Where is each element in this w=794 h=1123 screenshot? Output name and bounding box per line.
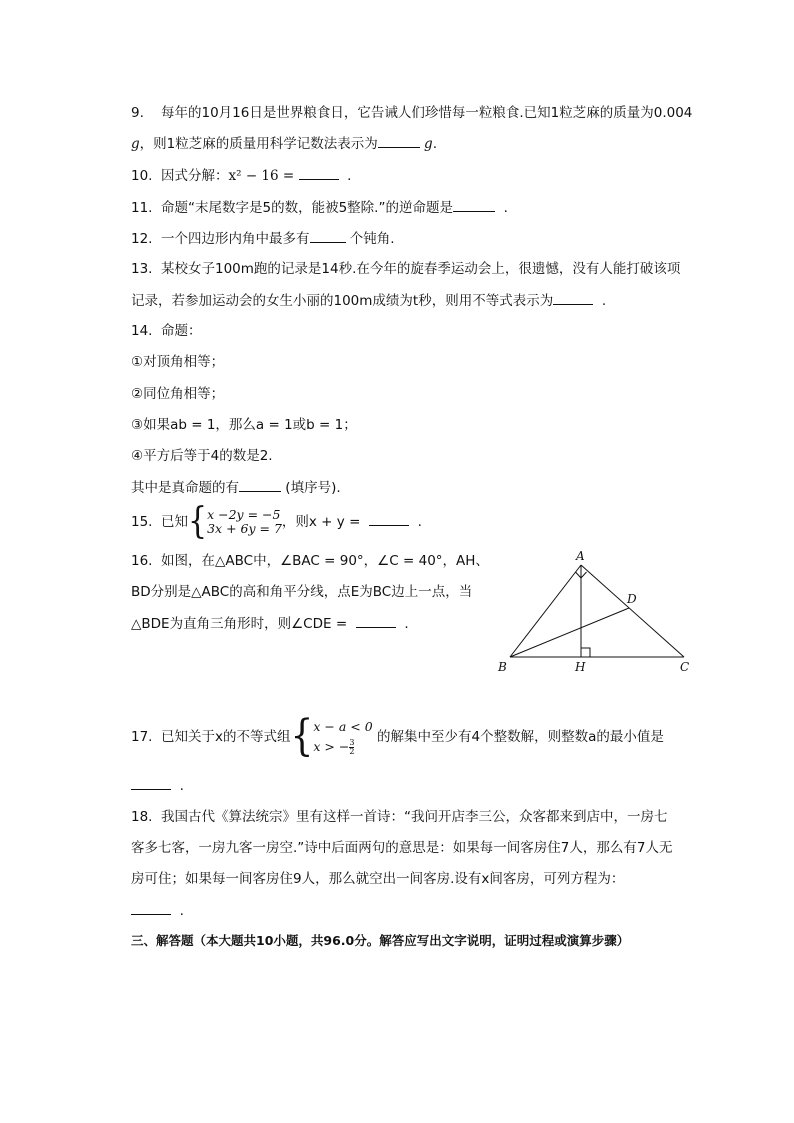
q17-fraction bbox=[349, 739, 354, 756]
q15-number: 15. bbox=[131, 514, 153, 530]
q13-number: 13. bbox=[131, 261, 153, 277]
q9-line2 bbox=[131, 134, 437, 153]
q18-line1 bbox=[131, 808, 668, 826]
bisector-bd bbox=[510, 608, 629, 657]
label-b: B bbox=[498, 660, 507, 674]
q15-mid: ，则x + y = bbox=[281, 514, 361, 530]
q16-text3: △BDE为直角三角形时，则∠CDE = bbox=[131, 616, 348, 632]
q15-answer-blank[interactable] bbox=[369, 512, 409, 526]
q17-ineq1: x − a < 0 bbox=[313, 719, 373, 734]
section-3-heading: 三、解答题（本大题共10小题，共96.0分。解答应写出文字说明，证明过程或演算步骤） bbox=[131, 933, 630, 948]
q14-item-3: ③如果ab = 1，那么a = 1或b = 1； bbox=[131, 417, 357, 433]
q12-line bbox=[131, 229, 395, 248]
q15-end: . bbox=[417, 514, 422, 530]
q14-line bbox=[131, 322, 202, 340]
q17-brace: { bbox=[290, 711, 314, 761]
q18-line4 bbox=[131, 901, 184, 920]
q12-number: 12. bbox=[131, 231, 153, 247]
q13-line1 bbox=[131, 260, 680, 278]
q9-number: 9. bbox=[131, 105, 144, 121]
q13-line2 bbox=[131, 291, 606, 310]
q18-line2: 客多七客，一房九客一房空.”诗中后面两句的意思是：如果每一间客房住7人，那么有7人无 bbox=[131, 840, 673, 856]
side-ac bbox=[581, 565, 684, 657]
q17-system bbox=[313, 717, 372, 757]
q15-line bbox=[131, 500, 422, 543]
q18-number: 18. bbox=[131, 809, 153, 825]
q17-ineq2: x > − bbox=[313, 739, 350, 754]
q16-line1 bbox=[131, 552, 489, 570]
q13-text1: 某校女子100m跑的记录是14秒.在今年的旋春季运动会上，很遗憾，没有人能打破该项 bbox=[161, 261, 681, 277]
q16-text1: 如图，在△ABC中，∠BAC = 90°，∠C = 40°，AH、 bbox=[161, 553, 489, 569]
q17-number: 17. bbox=[131, 729, 153, 745]
q10-end: . bbox=[347, 168, 352, 184]
q10-expression: x² − 16 = bbox=[228, 168, 295, 184]
q17-frac-num: 3 bbox=[349, 738, 355, 747]
q11-answer-blank[interactable] bbox=[453, 198, 495, 212]
q16-line2: BD分别是△ABC的高和角平分线，点E为BC边上一点，当 bbox=[131, 584, 473, 600]
q14-item-2: ②同位角相等； bbox=[131, 386, 225, 402]
q14-number: 14. bbox=[131, 323, 153, 339]
q9-unit-g: g bbox=[131, 136, 140, 152]
side-ab bbox=[510, 565, 581, 657]
label-h: H bbox=[575, 660, 586, 674]
q18-text1: 我国古代《算法统宗》里有这样一首诗：“我问开店李三公，众客都来到店中，一房七 bbox=[161, 809, 668, 825]
q14-item-1: ①对顶角相等； bbox=[131, 354, 225, 370]
q15-system bbox=[207, 508, 282, 536]
q15-eq2: 3x + 6y = 7 bbox=[207, 521, 282, 536]
q14-tail bbox=[131, 478, 341, 497]
q17-line2 bbox=[131, 776, 184, 795]
q14-title: 命题： bbox=[161, 323, 202, 339]
q11-line bbox=[131, 198, 508, 217]
q15-brace: { bbox=[188, 500, 208, 543]
q14-tail-text: 其中是真命题的有 bbox=[131, 480, 239, 496]
q14-tail-end: (填序号). bbox=[285, 480, 341, 496]
q9-text1: 每年的10月16日是世界粮食日，它告诫人们珍惜每一粒粮食.已知1粒芝麻的质量为0.004 bbox=[161, 105, 693, 121]
q13-text2: 记录，若参加运动会的女生小丽的100m成绩为t秒，则用不等式表示为 bbox=[131, 293, 554, 309]
q9-end: . bbox=[432, 136, 437, 152]
q14-item-4: ④平方后等于4的数是2. bbox=[131, 448, 273, 464]
q17-end: . bbox=[179, 778, 184, 794]
q12-text: 一个四边形内角中最多有 bbox=[161, 231, 310, 247]
q17-answer-blank[interactable] bbox=[131, 776, 171, 790]
q16-number: 16. bbox=[131, 553, 153, 569]
q17-text2: 的解集中至少有4个整数解，则整数a的最小值是 bbox=[377, 729, 664, 745]
q18-answer-blank[interactable] bbox=[131, 901, 171, 915]
label-d: D bbox=[627, 592, 637, 606]
q12-end: 个钝角. bbox=[349, 231, 395, 247]
label-a: A bbox=[576, 549, 585, 563]
q18-line3: 房可住；如果每一间客房住9人，那么就空出一间客房.设有x间客房，可列方程为： bbox=[131, 871, 625, 887]
q11-text: 命题“末尾数字是5的数，能被5整除.”的逆命题是 bbox=[161, 200, 453, 216]
q13-answer-blank[interactable] bbox=[553, 291, 593, 305]
q9-answer-blank[interactable] bbox=[378, 134, 420, 148]
q9-text2: ，则1粒芝麻的质量用科学记数法表示为 bbox=[139, 136, 378, 152]
q13-end: . bbox=[601, 293, 607, 309]
q11-number: 11. bbox=[131, 200, 153, 216]
label-c: C bbox=[680, 660, 690, 674]
q16-triangle-figure bbox=[490, 545, 705, 680]
q16-line3 bbox=[131, 614, 409, 633]
q17-frac-den: 2 bbox=[349, 747, 355, 756]
q11-end: . bbox=[503, 200, 508, 216]
q10-text: 因式分解： bbox=[161, 168, 229, 184]
q10-answer-blank[interactable] bbox=[299, 166, 339, 180]
q15-eq1: x −2y = −5 bbox=[207, 507, 281, 522]
q9-unit-g2: g bbox=[424, 136, 433, 152]
q9-line1 bbox=[131, 104, 692, 122]
right-angle-mark-h bbox=[581, 648, 590, 657]
q16-answer-blank[interactable] bbox=[356, 614, 396, 628]
q15-text: 已知 bbox=[161, 514, 188, 530]
q10-line bbox=[131, 166, 351, 185]
q10-number: 10. bbox=[131, 168, 153, 184]
q17-text1: 已知关于x的不等式组 bbox=[161, 729, 291, 745]
q17-line bbox=[131, 712, 664, 762]
q14-answer-blank[interactable] bbox=[239, 478, 281, 492]
q12-answer-blank[interactable] bbox=[310, 229, 346, 243]
q18-end: . bbox=[179, 903, 184, 919]
q16-end: . bbox=[404, 616, 409, 632]
